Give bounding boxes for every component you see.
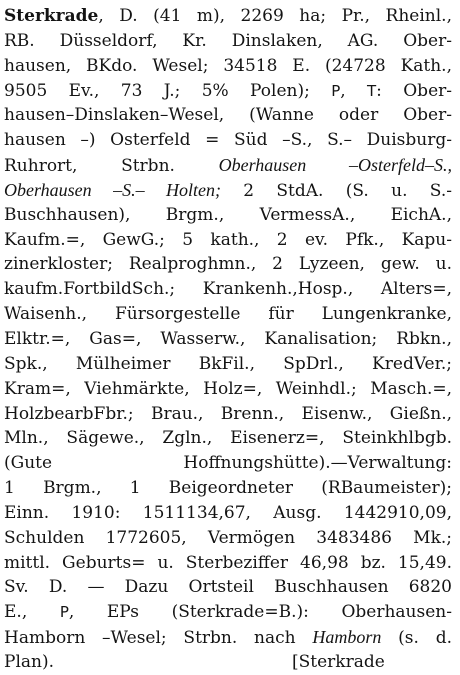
text-line xyxy=(4,252,452,277)
text-line xyxy=(4,526,452,551)
italic-route: Hamborn xyxy=(312,627,382,648)
post-office-icon: P xyxy=(331,81,341,100)
text-segment: Kram=, Viehmärkte, Holz=, Weinhdl.; Masch.=, xyxy=(4,378,452,399)
text-line xyxy=(4,377,452,402)
text-segment: 9505 Ev., 73 J.; 5% Polen); xyxy=(4,80,332,101)
text-segment: : Ober- xyxy=(376,80,452,101)
italic-route: Oberhausen –Osterfeld–S., xyxy=(218,155,452,176)
text-segment: E., xyxy=(4,602,60,623)
text-segment: Plan). xyxy=(4,651,54,672)
gazetteer-entry xyxy=(4,4,452,675)
text-segment: Buschhausen), Brgm., VermessA., EichA., xyxy=(4,204,452,225)
text-segment: (s. d. xyxy=(381,628,452,649)
text-segment: kaufm.FortbildSch.; Krankenh.,Hosp., Alters=, xyxy=(4,279,452,300)
text-segment: hausen –) Osterfeld = Süd –S., S.– Duisburg- xyxy=(4,130,452,151)
text-line xyxy=(4,600,452,625)
text-line xyxy=(4,79,452,104)
text-segment: hausen, BKdo. Wesel; 34518 E. (24728 Kath., xyxy=(4,55,452,76)
text-line xyxy=(4,302,452,327)
text-segment: 2 StdA. (S. u. S.- xyxy=(220,180,452,201)
text-line xyxy=(4,54,452,79)
text-line xyxy=(4,501,452,526)
text-segment: Elktr.=, Gas=, Wasserw., Kanalisation; Rbkn., xyxy=(4,328,452,349)
text-segment: , EPs (Sterkrade=B.): Oberhausen- xyxy=(68,602,452,623)
headword: Sterkrade xyxy=(4,6,99,26)
text-segment: mittl. Geburts= u. Sterbeziffer 46,98 bz. 15,49. xyxy=(4,552,452,573)
text-line xyxy=(4,551,452,576)
telegraph-icon: T xyxy=(367,81,377,100)
text-line xyxy=(4,29,452,54)
italic-route: Oberhausen –S.– Holten; xyxy=(4,179,221,200)
text-line xyxy=(4,4,452,29)
text-segment: Mln., Sägewe., Zgln., Eisenerz=, Steinkhlbgb. xyxy=(4,428,452,449)
text-segment: Hamborn –Wesel; Strbn. nach xyxy=(4,628,313,649)
text-segment: HolzbearbFbr.; Brau., Brenn., Eisenw., Gießn., xyxy=(4,403,452,424)
text-line xyxy=(4,327,452,352)
text-segment: Sv. D. — Dazu Ortsteil Buschhausen 6820 xyxy=(4,577,452,598)
text-segment xyxy=(54,652,292,672)
text-segment: Kaufm.=, GewG.; 5 kath., 2 ev. Pfk., Kapu- xyxy=(4,229,452,250)
text-segment: , xyxy=(340,80,367,101)
text-line xyxy=(4,103,452,128)
text-segment: Waisenh., Fürsorgestelle für Lungenkranke, xyxy=(4,304,452,325)
text-segment: Schulden 1772605, Vermögen 3483486 Mk.; xyxy=(4,527,452,548)
post-office-icon: P xyxy=(59,603,69,622)
text-segment: (Gute Hoffnungshütte).—Verwaltung: xyxy=(4,453,452,474)
text-line xyxy=(4,203,452,228)
text-line xyxy=(4,650,452,675)
text-line xyxy=(4,228,452,253)
text-line xyxy=(4,153,452,178)
text-segment: zinerkloster; Realproghmn., 2 Lyzeen, gew. u. xyxy=(4,254,452,275)
text-segment: [Sterkrade xyxy=(292,651,385,672)
text-line xyxy=(4,128,452,153)
text-line xyxy=(4,178,452,203)
text-line xyxy=(4,426,452,451)
text-segment: hausen–Dinslaken–Wesel, (Wanne oder Ober- xyxy=(4,105,452,126)
text-segment: , D. (41 m), 2269 ha; Pr., Rheinl., xyxy=(98,6,452,26)
text-segment: Spk., Mülheimer BkFil., SpDrl., KredVer.; xyxy=(4,353,452,374)
text-line xyxy=(4,352,452,377)
text-line xyxy=(4,625,452,650)
text-line xyxy=(4,575,452,600)
text-line xyxy=(4,451,452,476)
text-segment: Einn. 1910: 1511134,67, Ausg. 1442910,09, xyxy=(4,502,452,523)
text-segment: 1 Brgm., 1 Beigeordneter (RBaumeister); xyxy=(4,478,452,499)
text-line xyxy=(4,402,452,427)
text-segment: Ruhrort, Strbn. xyxy=(4,156,219,177)
text-segment: RB. Düsseldorf, Kr. Dinslaken, AG. Ober- xyxy=(4,30,452,51)
text-line xyxy=(4,277,452,302)
text-line xyxy=(4,476,452,501)
